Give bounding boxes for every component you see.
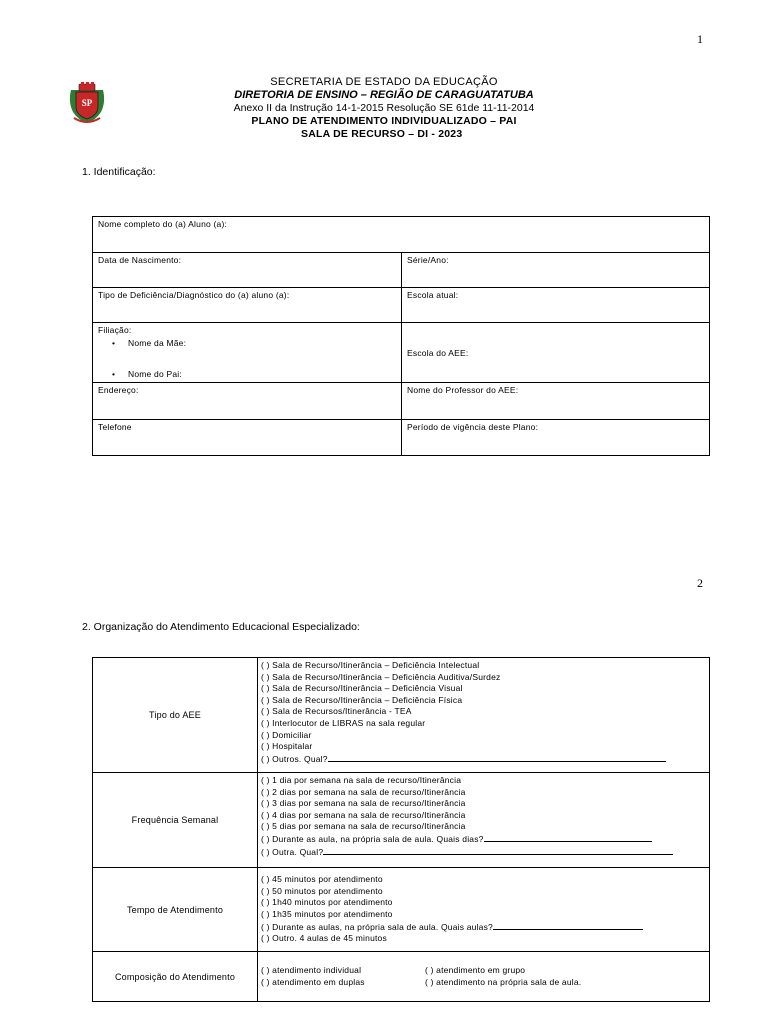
tipo-aee-option[interactable]: ( ) Sala de Recurso/Itinerância – Deficiência Física (261, 694, 463, 705)
page-number: 2 (697, 576, 703, 590)
frequencia-quais-dias-option[interactable]: ( ) Durante as aula, na própria sala de aula. Quais dias? (261, 833, 707, 846)
aee-organization-table (92, 657, 710, 1002)
composicao-options (258, 952, 710, 1002)
tempo-option[interactable]: ( ) 45 minutos por atendimento (261, 874, 383, 885)
tempo-option[interactable]: ( ) 1h35 minutos por atendimento (261, 909, 393, 919)
page-number: 1 (697, 32, 703, 46)
serie-ano-label: Série/Ano: (407, 255, 449, 265)
frequencia-outra-option[interactable]: ( ) Outra. Qual? (261, 846, 707, 859)
header-plano-title: PLANO DE ATENDIMENTO INDIVIDUALIZADO – PAI (251, 115, 517, 127)
periodo-vigencia-field[interactable] (402, 420, 710, 456)
tempo-option[interactable]: ( ) 1h40 minutos por atendimento (261, 897, 393, 908)
sao-paulo-coat-of-arms-logo (64, 80, 110, 126)
identification-table (92, 216, 710, 456)
nome-aluno-label: Nome completo do (a) Aluno (a): (98, 219, 228, 229)
outros-blank-line[interactable] (328, 753, 666, 762)
nome-professor-field[interactable] (402, 383, 710, 420)
filiacao-field[interactable] (93, 323, 402, 383)
atendimento-propria-sala-option[interactable]: ( ) atendimento na própria sala de aula. (425, 976, 582, 987)
header-diretoria: DIRETORIA DE ENSINO – REGIÃO DE CARAGUATATUBA (234, 89, 534, 101)
escola-aee-field[interactable] (402, 323, 710, 383)
header-anexo: Anexo II da Instrução 14-1-2015 Resolução SE 61de 11-11-2014 (233, 102, 535, 114)
nome-professor-label: Nome do Professor do AEE: (407, 385, 519, 395)
frequencia-option[interactable]: ( ) 2 dias por semana na sala de recurso/Itinerância (261, 786, 466, 797)
frequencia-option[interactable]: ( ) 1 dia por semana na sala de recurso/Itinerância (261, 775, 462, 785)
header-secretaria: SECRETARIA DE ESTADO DA EDUCAÇÃO (270, 76, 498, 88)
atendimento-individual-option[interactable]: ( ) atendimento individual (261, 964, 362, 975)
header-sala-recurso: SALA DE RECURSO – DI - 2023 (301, 128, 463, 140)
composicao-row-1 (261, 965, 707, 977)
tipo-aee-outros-option[interactable]: ( ) Outros. Qual? (261, 753, 707, 766)
outra-blank-line[interactable] (323, 846, 673, 855)
tipo-aee-options (258, 658, 710, 773)
telefone-label: Telefone (98, 422, 132, 432)
endereco-label: Endereço: (98, 385, 139, 395)
svg-text:SP: SP (81, 98, 93, 108)
tempo-atendimento-label: Tempo de Atendimento (93, 868, 258, 952)
composicao-row-2 (261, 977, 707, 989)
tipo-deficiencia-field[interactable] (93, 288, 402, 323)
serie-ano-field[interactable] (402, 253, 710, 288)
frequencia-option[interactable]: ( ) 3 dias por semana na sala de recurso/Itinerância (261, 798, 466, 809)
tipo-aee-label: Tipo do AEE (93, 658, 258, 773)
frequencia-options (258, 773, 710, 868)
tipo-aee-option[interactable]: ( ) Sala de Recursos/Itinerância - TEA (261, 706, 412, 717)
escola-atual-label: Escola atual: (407, 290, 459, 300)
frequencia-semanal-label: Frequência Semanal (93, 773, 258, 868)
section-identificacao-heading: 1. Identificação: (82, 166, 156, 178)
quais-dias-blank-line[interactable] (484, 833, 652, 842)
tipo-aee-option[interactable]: ( ) Sala de Recurso/Itinerância – Deficiência Visual (261, 683, 463, 694)
tipo-aee-option[interactable]: ( ) Domiciliar (261, 729, 312, 740)
tempo-quais-aulas-option[interactable]: ( ) Durante as aulas, na própria sala de aula. Quais aulas? (261, 921, 707, 934)
tipo-aee-option[interactable]: ( ) Sala de Recurso/Itinerância – Deficiência Auditiva/Surdez (261, 671, 501, 682)
tipo-aee-option[interactable]: ( ) Sala de Recurso/Itinerância – Deficiência Intelectual (261, 660, 480, 670)
nome-mae-label: • Nome da Mãe: (112, 338, 396, 349)
atendimento-grupo-option[interactable]: ( ) atendimento em grupo (425, 964, 526, 975)
tipo-aee-option[interactable]: ( ) Hospitalar (261, 741, 313, 752)
frequencia-option[interactable]: ( ) 5 dias por semana na sala de recurso/Itinerância (261, 821, 466, 832)
telefone-field[interactable] (93, 420, 402, 456)
nome-pai-label: • Nome do Pai: (112, 369, 396, 380)
document-header (200, 76, 568, 141)
escola-aee-label: Escola do AEE: (407, 347, 469, 358)
nome-aluno-field[interactable] (93, 217, 710, 253)
data-nascimento-field[interactable] (93, 253, 402, 288)
periodo-vigencia-label: Período de vigência deste Plano: (407, 422, 539, 432)
tipo-deficiencia-label: Tipo de Deficiência/Diagnóstico do (a) aluno (a): (98, 290, 290, 300)
frequencia-option[interactable]: ( ) 4 dias por semana na sala de recurso/Itinerância (261, 809, 466, 820)
section-organizacao-heading: 2. Organização do Atendimento Educacional Especializado: (82, 621, 360, 633)
tempo-option[interactable]: ( ) 50 minutos por atendimento (261, 885, 383, 896)
tempo-options (258, 868, 710, 952)
endereco-field[interactable] (93, 383, 402, 420)
quais-aulas-blank-line[interactable] (493, 921, 643, 930)
filiacao-list (98, 338, 396, 380)
data-nascimento-label: Data de Nascimento: (98, 255, 182, 265)
filiacao-label: Filiação: (98, 325, 132, 335)
atendimento-duplas-option[interactable]: ( ) atendimento em duplas (261, 976, 365, 987)
tempo-option[interactable]: ( ) Outro. 4 aulas de 45 minutos (261, 933, 387, 944)
escola-atual-field[interactable] (402, 288, 710, 323)
tipo-aee-option[interactable]: ( ) Interlocutor de LIBRAS na sala regular (261, 717, 426, 728)
composicao-atendimento-label: Composição do Atendimento (93, 952, 258, 1002)
